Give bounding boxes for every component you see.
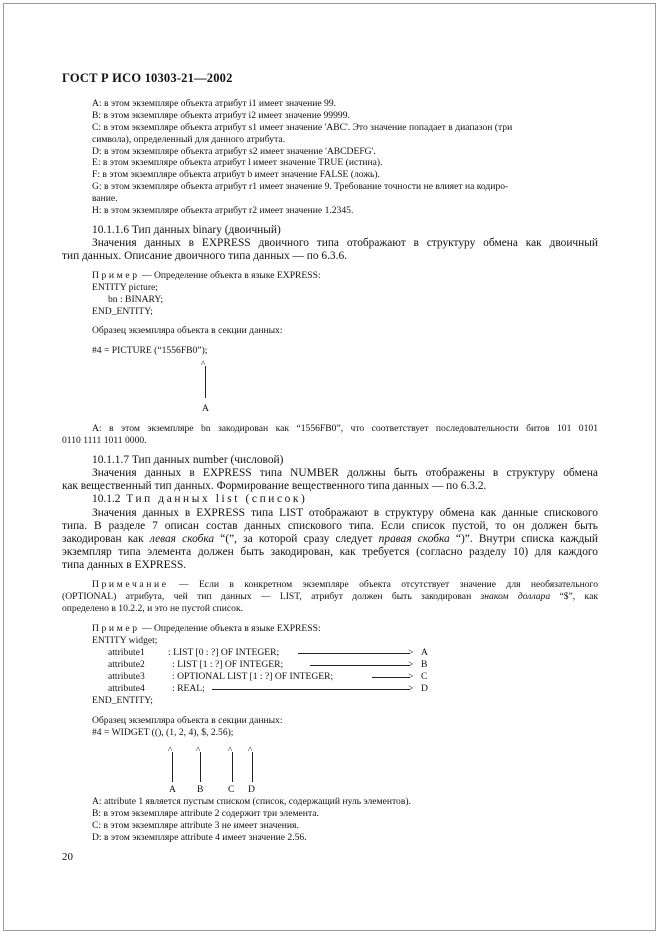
arrow-label: D bbox=[248, 784, 255, 795]
note-d: D: в этом экземпляре объекта атрибут s2 имеет значение 'ABCDEFG'. bbox=[92, 146, 376, 157]
arrow-up-icon: ^ bbox=[228, 745, 233, 755]
list-note-a: A: attribute 1 является пустым списком (список, содержащий нуль элементов). bbox=[92, 796, 411, 807]
list-note-b: B: в этом экземпляре attribute 2 содержит три элемента. bbox=[92, 808, 319, 819]
list-para-line: типа. В разделе 7 описан состав данных спискового типа. Если список пустой, то он должен быть bbox=[62, 520, 598, 532]
leader-arrow-line bbox=[212, 689, 410, 690]
note-f: F: в этом экземпляре объекта атрибут b имеет значение FALSE (ложь). bbox=[92, 169, 380, 180]
note-b: B: в этом экземпляре объекта атрибут i2 имеет значение 99999. bbox=[92, 110, 350, 121]
attr-name: attribute2 bbox=[108, 659, 145, 670]
list-sample-caption: Образец экземпляра объекта в секции данных: bbox=[92, 715, 283, 726]
attr-label: C bbox=[421, 671, 428, 682]
attr-label: D bbox=[421, 683, 428, 694]
arrow-right-icon: > bbox=[408, 683, 414, 694]
binary-arrow-label: A bbox=[202, 403, 209, 414]
list-para-line3: закодирован как левая скобка “(”, за которой сразу следует правая скобка “)”. Внутри списка каждый bbox=[62, 533, 598, 545]
binary-note-line1: A: в этом экземпляре bn закодирован как “1556FB0”, что соответствует последовательности битов 101 0101 bbox=[92, 423, 598, 434]
list-note-d: D: в этом экземпляре attribute 4 имеет значение 2.56. bbox=[92, 832, 307, 843]
arrow-line bbox=[200, 752, 201, 782]
arrow-line bbox=[232, 752, 233, 782]
code-line: ENTITY widget; bbox=[92, 635, 158, 646]
arrow-label: B bbox=[197, 784, 204, 795]
heading-number: 10.1.1.7 Тип данных number (числовой) bbox=[92, 454, 284, 466]
number-para-line2: как вещественный тип данных. Формирование вещественного типа данных — по 6.3.2. bbox=[62, 480, 487, 492]
list-note-c: C: в этом экземпляре attribute 3 не имеет значения. bbox=[92, 820, 299, 831]
list-para-line: типа данных в EXPRESS. bbox=[62, 559, 187, 571]
attr-type: : LIST [1 : ?] OF INTEGER; bbox=[172, 659, 284, 670]
page-number: 20 bbox=[62, 851, 73, 863]
attr-label: A bbox=[421, 647, 428, 658]
number-para-line1: Значения данных в EXPRESS типа NUMBER должны быть отображены в структуру обмена bbox=[92, 467, 598, 479]
list-para-line: Значения данных в EXPRESS типа LIST отображают в структуру обмена как данные спискового bbox=[92, 507, 598, 519]
attr-type: : OPTIONAL LIST [1 : ?] OF INTEGER; bbox=[172, 671, 334, 682]
note-g-cont: вание. bbox=[92, 193, 118, 204]
note-c-cont: символа), определенный для данного атрибута. bbox=[92, 134, 286, 145]
arrow-line bbox=[172, 752, 173, 782]
attr-name: attribute3 bbox=[108, 671, 145, 682]
arrow-right-icon: > bbox=[408, 647, 414, 658]
arrow-up-icon: ^ bbox=[248, 745, 253, 755]
note-a: A: в этом экземпляре объекта атрибут i1 имеет значение 99. bbox=[92, 98, 337, 109]
binary-para-line1: Значения данных в EXPRESS двоичного типа отображают в структуру обмена как двоичный bbox=[92, 237, 598, 249]
arrow-label: A bbox=[169, 784, 176, 795]
arrow-right-icon: > bbox=[408, 659, 414, 670]
list-para-line: экземпляр типа элемента должен быть закодирован, как требуется (согласно разделу 10) для каждого bbox=[62, 546, 598, 558]
binary-note-line2: 0110 1111 1011 0000. bbox=[62, 435, 147, 446]
binary-sample-caption: Образец экземпляра объекта в секции данных: bbox=[92, 325, 283, 336]
arrow-up-icon: ^ bbox=[201, 359, 206, 369]
code-line: bn : BINARY; bbox=[108, 294, 164, 305]
attr-type: : LIST [0 : ?] OF INTEGER; bbox=[168, 647, 280, 658]
heading-list: 10.1.2 Тип данных list (список) bbox=[92, 493, 308, 505]
leader-arrow-line bbox=[310, 665, 410, 666]
list-note-line2: (OPTIONAL) атрибута, чей тип данных — LIST, атрибут должен быть закодирован знаком доллара “$”, как bbox=[62, 591, 598, 602]
list-example-label: Пример — Определение объекта в языке EXPRESS: bbox=[92, 623, 321, 634]
arrow-up-icon: ^ bbox=[196, 745, 201, 755]
arrow-line bbox=[252, 752, 253, 782]
note-g: G: в этом экземпляре объекта атрибут r1 имеет значение 9. Требование точности не влияет на кодиро- bbox=[92, 181, 509, 192]
code-line: END_ENTITY; bbox=[92, 306, 153, 317]
arrow-line bbox=[205, 366, 206, 398]
list-note-line1: Примечание — Если в конкретном экземпляре объекта отсутствует значение для необязательного bbox=[92, 579, 598, 590]
leader-arrow-line bbox=[298, 653, 410, 654]
arrow-label: C bbox=[228, 784, 235, 795]
arrow-up-icon: ^ bbox=[168, 745, 173, 755]
attr-label: B bbox=[421, 659, 428, 670]
note-h: H: в этом экземпляре объекта атрибут r2 имеет значение 1.2345. bbox=[92, 205, 354, 216]
code-line: ENTITY picture; bbox=[92, 282, 158, 293]
leader-arrow-line bbox=[372, 677, 410, 678]
binary-example-label: Пример — Определение объекта в языке EXPRESS: bbox=[92, 270, 321, 281]
attr-type: : REAL; bbox=[172, 683, 205, 694]
attr-name: attribute4 bbox=[108, 683, 145, 694]
list-instance: #4 = WIDGET ((), (1, 2, 4), $, 2.56); bbox=[92, 727, 234, 738]
binary-instance: #4 = PICTURE (“1556FB0”); bbox=[92, 345, 208, 356]
list-note-line3: определено в 10.2.2, и это не пустой список. bbox=[62, 603, 244, 614]
code-line: END_ENTITY; bbox=[92, 695, 153, 706]
binary-para-line2: тип данных. Описание двоичного типа данных — по 6.3.6. bbox=[62, 250, 348, 262]
note-c: C: в этом экземпляре объекта атрибут s1 имеет значение 'ABC'. Это значение попадает в диапазон (три bbox=[92, 122, 513, 133]
page-header: ГОСТ Р ИСО 10303-21—2002 bbox=[62, 71, 233, 85]
heading-binary: 10.1.1.6 Тип данных binary (двоичный) bbox=[92, 224, 281, 236]
attr-name: attribute1 bbox=[108, 647, 145, 658]
note-e: E: в этом экземпляре объекта атрибут l имеет значение TRUE (истина). bbox=[92, 157, 383, 168]
arrow-right-icon: > bbox=[408, 671, 414, 682]
